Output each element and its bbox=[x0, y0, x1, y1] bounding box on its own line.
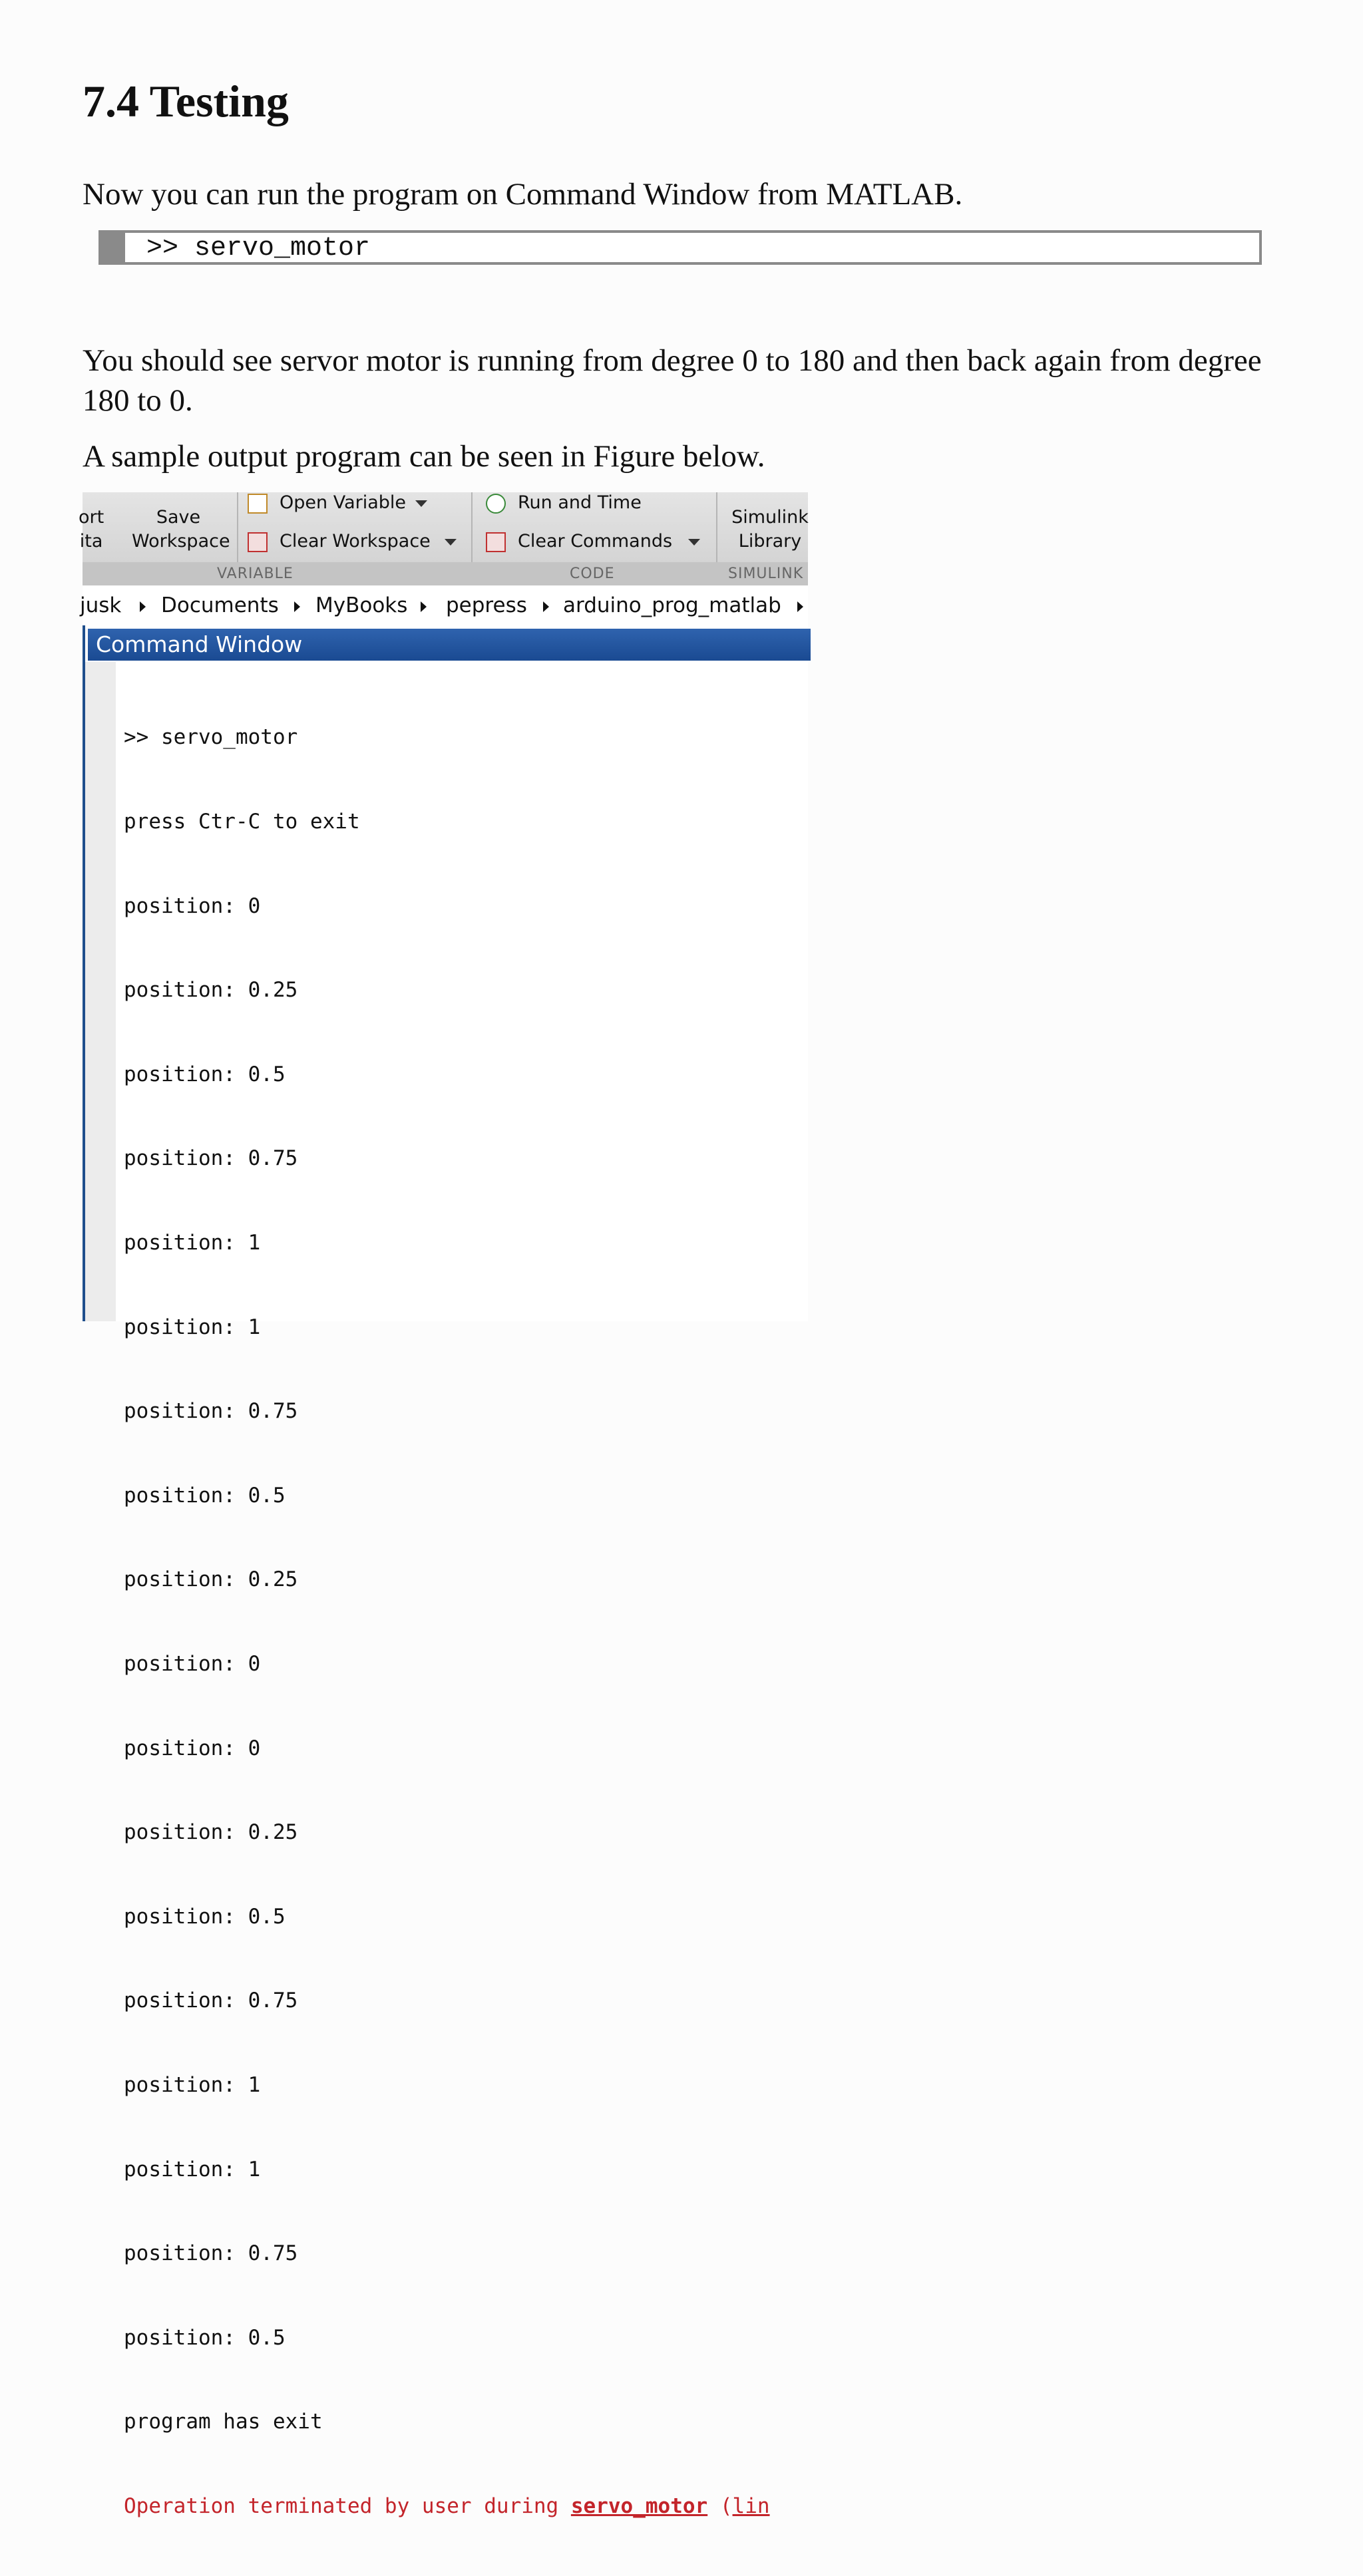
output-line: position: 0.25 bbox=[124, 1820, 298, 1845]
output-line: position: 1 bbox=[124, 2072, 261, 2097]
group-label-variable: VARIABLE bbox=[217, 565, 293, 582]
command-window[interactable] bbox=[83, 625, 808, 2518]
clear-commands-button[interactable]: Clear Commands bbox=[518, 531, 673, 552]
figure-intro-paragraph: A sample output program can be seen in Figure below. bbox=[83, 439, 765, 474]
command-window-gutter bbox=[85, 662, 116, 1321]
output-line: position: 0.75 bbox=[124, 1399, 298, 1424]
code-command: >> servo_motor bbox=[146, 234, 371, 263]
breadcrumb-item[interactable]: Documents bbox=[161, 593, 279, 617]
chevron-down-icon[interactable] bbox=[445, 539, 457, 546]
clear-workspace-icon bbox=[248, 532, 268, 552]
breadcrumb-item[interactable]: jusk bbox=[80, 593, 122, 617]
group-label-code: CODE bbox=[570, 565, 615, 582]
clear-workspace-button[interactable]: Clear Workspace bbox=[280, 531, 431, 552]
output-line: position: 0.25 bbox=[124, 1567, 298, 1592]
save-label-bottom: Workspace bbox=[132, 531, 230, 552]
simulink-label-bottom: Library bbox=[738, 531, 802, 552]
output-line: position: 0.25 bbox=[124, 978, 298, 1003]
simulink-library-button[interactable] bbox=[727, 506, 813, 554]
chevron-right-icon[interactable] bbox=[797, 601, 803, 612]
error-line-link[interactable]: lin bbox=[732, 2494, 770, 2518]
output-line: position: 0 bbox=[124, 893, 261, 918]
output-line: press Ctr-C to exit bbox=[124, 810, 360, 834]
output-line: position: 1 bbox=[124, 1315, 261, 1339]
output-line: program has exit bbox=[124, 2410, 323, 2434]
group-label-simulink: SIMULINK bbox=[728, 565, 804, 582]
import-label-bottom: ita bbox=[79, 531, 103, 552]
output-line: position: 0.75 bbox=[124, 2241, 298, 2266]
save-label-top: Save bbox=[156, 507, 201, 528]
description-paragraph: You should see servor motor is running from degree 0 to 180 and then back again from degree 180 to 0. bbox=[83, 343, 1262, 418]
error-function-link[interactable]: servo_motor bbox=[570, 2494, 708, 2518]
code-block bbox=[98, 230, 1262, 265]
save-workspace-button[interactable] bbox=[132, 506, 230, 554]
output-line: position: 0.5 bbox=[124, 1904, 286, 1929]
open-variable-icon bbox=[248, 494, 268, 514]
breadcrumb-item[interactable]: pepress bbox=[446, 593, 527, 617]
chevron-right-icon[interactable] bbox=[140, 601, 146, 612]
output-line: position: 0.5 bbox=[124, 1483, 286, 1508]
section-title: 7.4 Testing bbox=[83, 76, 289, 126]
simulink-label-top: Simulink bbox=[731, 507, 809, 528]
chevron-down-icon[interactable] bbox=[415, 500, 427, 507]
command-window-title: Command Window bbox=[88, 629, 811, 661]
output-line: position: 1 bbox=[124, 1230, 261, 1255]
breadcrumb-item[interactable]: arduino_prog_matlab bbox=[563, 593, 781, 617]
import-data-button[interactable] bbox=[79, 506, 104, 554]
import-label-top: ort bbox=[79, 507, 104, 528]
output-line: position: 0.75 bbox=[124, 1146, 298, 1171]
stopwatch-icon bbox=[486, 494, 506, 514]
output-line: position: 0.5 bbox=[124, 2325, 286, 2350]
open-variable-button[interactable]: Open Variable bbox=[280, 492, 407, 513]
output-line: position: 0.75 bbox=[124, 1989, 298, 2013]
command-window-output bbox=[124, 667, 770, 2576]
run-and-time-button[interactable]: Run and Time bbox=[518, 492, 642, 513]
output-line: >> servo_motor bbox=[124, 725, 298, 750]
breadcrumb-item[interactable]: MyBooks bbox=[315, 593, 408, 617]
intro-paragraph: Now you can run the program on Command Window from MATLAB. bbox=[83, 177, 963, 212]
output-line: position: 1 bbox=[124, 2157, 261, 2181]
clear-commands-icon bbox=[486, 532, 506, 552]
error-message: Operation terminated by user during bbox=[124, 2494, 571, 2518]
output-line: position: 0 bbox=[124, 1736, 261, 1760]
chevron-right-icon[interactable] bbox=[543, 601, 549, 612]
matlab-toolstrip bbox=[79, 492, 809, 585]
chevron-down-icon[interactable] bbox=[688, 539, 700, 546]
code-block-bar bbox=[101, 233, 125, 262]
error-paren: ( bbox=[707, 2494, 733, 2518]
chevron-right-icon[interactable] bbox=[294, 601, 300, 612]
chevron-right-icon[interactable] bbox=[421, 601, 427, 612]
error-line bbox=[124, 2492, 770, 2520]
matlab-screenshot bbox=[79, 492, 809, 2518]
toolstrip-group-bar bbox=[83, 562, 808, 585]
output-line: position: 0.5 bbox=[124, 1062, 286, 1086]
output-line: position: 0 bbox=[124, 1651, 261, 1676]
